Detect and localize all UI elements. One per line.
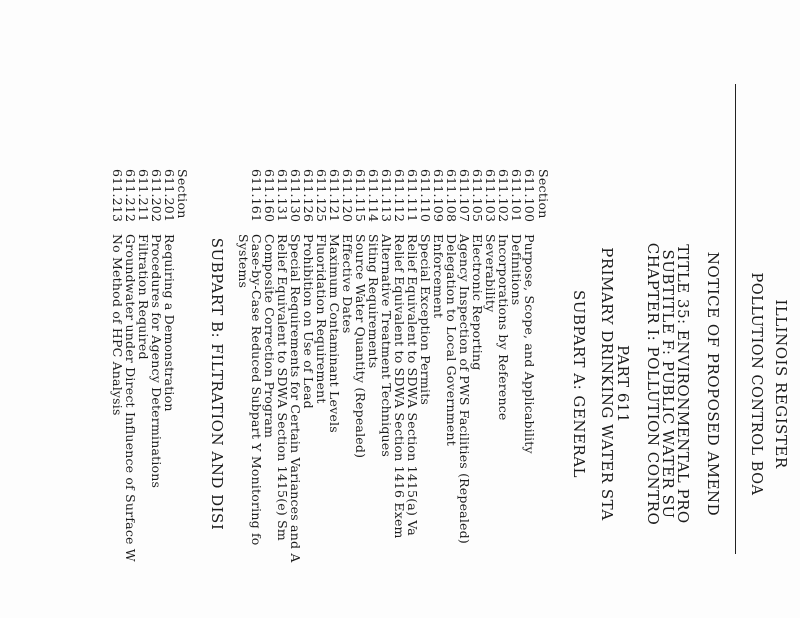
section-title: Incorporations by Reference — [496, 234, 511, 421]
section-number: 611.113 — [379, 169, 394, 223]
section-title: Siting Requirements — [366, 234, 381, 369]
section-number: 611.125 — [314, 169, 329, 223]
section-title: Purpose, Scope, and Applicability — [522, 234, 537, 454]
section-title: Requiring a Demonstration — [162, 234, 177, 412]
section-title: Severability — [483, 234, 498, 313]
section-number: 611.131 — [275, 169, 290, 223]
section-title: Filtration Required — [136, 234, 151, 360]
section-title: Source Water Quantity (Repealed) — [353, 234, 368, 459]
section-title: Systems — [236, 234, 251, 289]
section-number: 611.130 — [288, 169, 303, 223]
section-number: 611.126 — [301, 169, 316, 223]
header-rule — [735, 84, 736, 554]
subpart-a-heading: SUBPART A: GENERAL — [570, 289, 588, 479]
section-title: Groundwater under Direct Influence of Surface W — [123, 234, 138, 562]
title-line: TITLE 35: ENVIRONMENTAL PRO — [674, 244, 692, 524]
section-number: 611.111 — [405, 169, 420, 223]
section-title: Special Requirements for Certain Variances and A — [288, 234, 303, 563]
agency-name: POLLUTION CONTROL BOA — [748, 272, 764, 496]
part-number: PART 611 — [614, 345, 632, 423]
rotated-document-page — [76, 4, 796, 616]
section-number: 611.160 — [262, 169, 277, 223]
section-number: 611.161 — [249, 169, 264, 223]
section-number: 611.108 — [444, 169, 459, 223]
notice-heading: NOTICE OF PROPOSED AMEND — [704, 251, 722, 517]
section-number: 611.201 — [162, 169, 177, 223]
section-title: Maximum Contaminant Levels — [327, 234, 342, 433]
section-column-label: Section — [536, 169, 551, 219]
section-title: Prohibition on Use of Lead — [301, 234, 316, 409]
subpart-b-heading: SUBPART B: FILTRATION AND DISI — [208, 237, 226, 531]
section-title: Definitions — [509, 234, 524, 306]
section-title: Composite Correction Program — [262, 234, 277, 439]
section-column-label: Section — [175, 169, 190, 219]
section-number: 611.112 — [392, 169, 407, 223]
section-number: 611.110 — [418, 169, 433, 223]
section-title: Enforcement — [431, 234, 446, 319]
section-title: Delegation to Local Government — [444, 234, 459, 446]
section-title: Alternative Treatment Techniques — [379, 234, 394, 457]
section-number: 611.120 — [340, 169, 355, 223]
section-number: 611.212 — [123, 169, 138, 223]
section-number: 611.105 — [470, 169, 485, 223]
section-number: 611.121 — [327, 169, 342, 223]
section-title: Relief Equivalent to SDWA Section 1416 Exem — [392, 234, 407, 539]
chapter-line: CHAPTER I: POLLUTION CONTRO — [644, 242, 662, 526]
section-title: Fluoridation Requirement — [314, 234, 329, 404]
section-title: Electronic Reporting — [470, 234, 485, 371]
section-title: No Method of HPC Analysis — [110, 234, 125, 416]
part-title: PRIMARY DRINKING WATER STA — [598, 247, 616, 521]
section-title: Relief Equivalent to SDWA Section 1415(a) Va — [405, 234, 420, 536]
section-title: Relief Equivalent to SDWA Section 1415(e) Sm — [275, 234, 290, 541]
section-number: 611.107 — [457, 169, 472, 223]
section-title: Procedures for Agency Determinations — [149, 234, 164, 489]
subtitle-line: SUBTITLE F: PUBLIC WATER SU — [659, 249, 677, 519]
section-number: 611.101 — [509, 169, 524, 223]
section-title: Special Exception Permits — [418, 234, 433, 406]
section-title: Agency Inspection of PWS Facilities (Repealed) — [457, 234, 472, 544]
section-number: 611.202 — [149, 169, 164, 223]
section-number: 611.213 — [110, 169, 125, 223]
section-number: 611.109 — [431, 169, 446, 223]
section-number: 611.103 — [483, 169, 498, 223]
section-number: 611.100 — [522, 169, 537, 223]
section-number: 611.114 — [366, 169, 381, 223]
running-head: ILLINOIS REGISTER — [772, 299, 790, 469]
section-number: 611.211 — [136, 169, 151, 223]
section-number: 611.115 — [353, 169, 368, 223]
section-title: Case-by-Case Reduced Subpart Y Monitoring fo — [249, 234, 264, 546]
section-number: 611.102 — [496, 169, 511, 223]
section-title: Effective Dates — [340, 234, 355, 334]
